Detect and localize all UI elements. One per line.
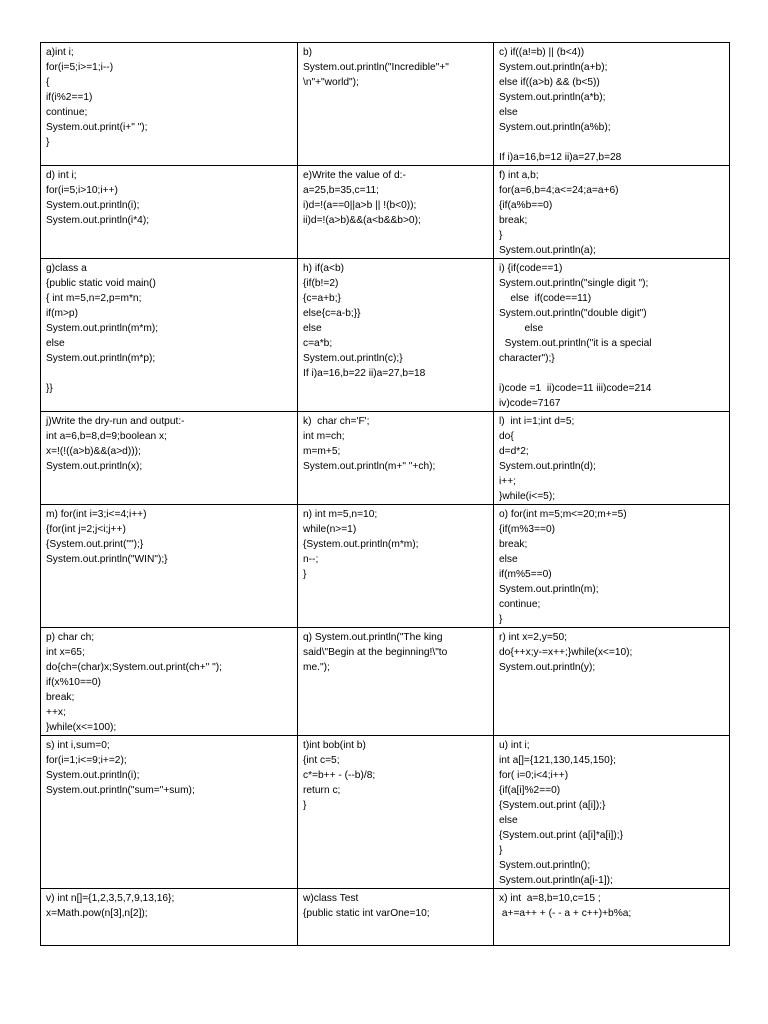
question-cell-d: d) int i; for(i=5;i>10;i++) System.out.println(i); System.out.println(i*4);	[41, 166, 298, 259]
table-row	[41, 505, 730, 628]
question-cell-g: g)class a {public static void main() { int m=5,n=2,p=m*n; if(m>p) System.out.println(m*m); else System.out.println(m*p); }}	[41, 259, 298, 412]
exercise-table	[40, 42, 730, 946]
question-cell-l: l) int i=1;int d=5; do{ d=d*2; System.out.println(d); i++; }while(i<=5);	[494, 412, 730, 505]
table-row	[41, 166, 730, 259]
question-cell-w: w)class Test {public static int varOne=10;	[298, 889, 494, 946]
question-cell-q: q) System.out.println("The king said\"Begin at the beginning!\"to me.");	[298, 628, 494, 736]
table-row	[41, 628, 730, 736]
question-cell-s: s) int i,sum=0; for(i=1;i<=9;i+=2); System.out.println(i); System.out.println("sum="+sum);	[41, 736, 298, 889]
question-cell-x: x) int a=8,b=10,c=15 ; a+=a++ + (- - a + c++)+b%a;	[494, 889, 730, 946]
question-cell-o: o) for(int m=5;m<=20;m+=5) {if(m%3==0) break; else if(m%5==0) System.out.println(m); continue; }	[494, 505, 730, 628]
question-cell-i: i) {if(code==1) System.out.println("single digit "); else if(code==11) System.out.println("double digit") else System.out.println("it is a special character");} i)code =1 ii)code=11 iii)code=214 iv)code=7167	[494, 259, 730, 412]
table-row	[41, 889, 730, 946]
question-cell-v: v) int n[]={1,2,3,5,7,9,13,16}; x=Math.pow(n[3],n[2]);	[41, 889, 298, 946]
question-cell-j: j)Write the dry-run and output:- int a=6,b=8,d=9;boolean x; x=!(!((a>b)&&(a>d))); System.out.println(x);	[41, 412, 298, 505]
question-cell-e: e)Write the value of d:- a=25,b=35,c=11; i)d=!(a==0||a>b || !(b<0)); ii)d=!(a>b)&&(a<b&&b>0);	[298, 166, 494, 259]
question-cell-n: n) int m=5,n=10; while(n>=1) {System.out.println(m*m); n--; }	[298, 505, 494, 628]
table-row	[41, 736, 730, 889]
table-row	[41, 412, 730, 505]
table-row	[41, 43, 730, 166]
question-cell-t: t)int bob(int b) {int c=5; c*=b++ - (--b)/8; return c; }	[298, 736, 494, 889]
question-cell-p: p) char ch; int x=65; do{ch=(char)x;System.out.print(ch+" "); if(x%10==0) break; ++x; }while(x<=100);	[41, 628, 298, 736]
question-cell-h: h) if(a<b) {if(b!=2) {c=a+b;} else{c=a-b;}} else c=a*b; System.out.println(c);} If i)a=16,b=22 ii)a=27,b=18	[298, 259, 494, 412]
question-cell-b: b) System.out.println("Incredible"+" \n"+"world");	[298, 43, 494, 166]
question-cell-k: k) char ch='F'; int m=ch; m=m+5; System.out.println(m+" "+ch);	[298, 412, 494, 505]
question-cell-m: m) for(int i=3;i<=4;i++) {for(int j=2;j<i;j++) {System.out.print("");} System.out.println("WIN");}	[41, 505, 298, 628]
table-row	[41, 259, 730, 412]
question-cell-c: c) if((a!=b) || (b<4)) System.out.println(a+b); else if((a>b) && (b<5)) System.out.println(a*b); else System.out.println(a%b); If i)a=16,b=12 ii)a=27,b=28	[494, 43, 730, 166]
question-cell-r: r) int x=2,y=50; do{++x;y-=x++;}while(x<=10); System.out.println(y);	[494, 628, 730, 736]
question-cell-a: a)int i; for(i=5;i>=1;i--) { if(i%2==1) continue; System.out.print(i+" "); }	[41, 43, 298, 166]
question-cell-f: f) int a,b; for(a=6,b=4;a<=24;a=a+6) {if(a%b==0) break; } System.out.println(a);	[494, 166, 730, 259]
question-cell-u: u) int i; int a[]={121,130,145,150}; for( i=0;i<4;i++) {if(a[i]%2==0) {System.out.print (a[i]);} else {System.out.print (a[i]*a[i]);} } System.out.println(); System.out.println(a[i-1]);	[494, 736, 730, 889]
